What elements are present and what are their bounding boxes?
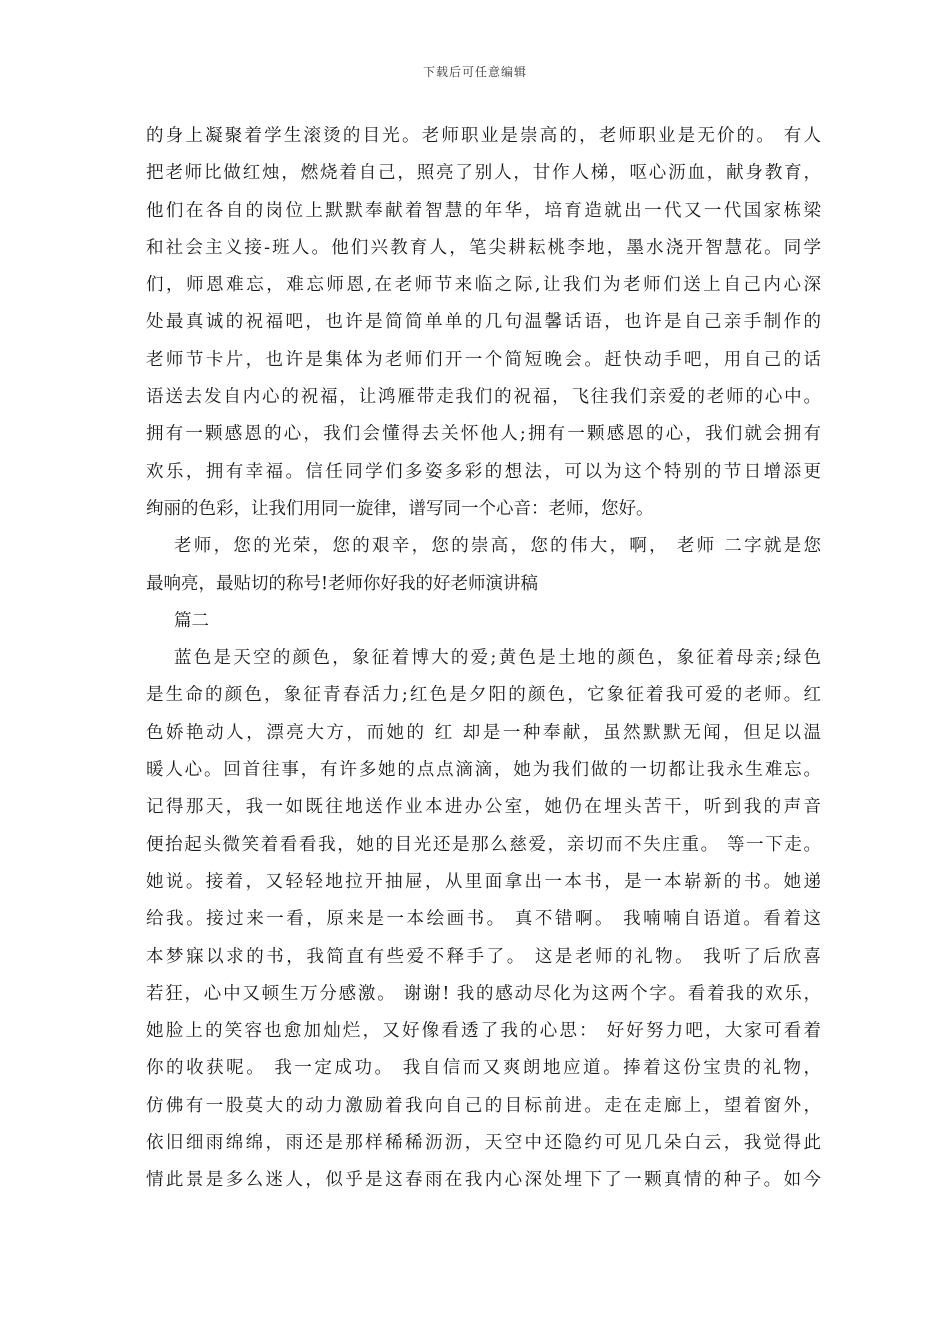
text-line: 她脸上的笑容也愈加灿烂，又好像看透了我的心思： 好好努力吧，大家可看着	[146, 1021, 821, 1042]
text-line: 处最真诚的祝福吧，也许是简简单单的几句温馨话语，也许是自己亲手制作的	[146, 312, 821, 333]
text-line: 蓝色是天空的颜色，象征着博大的爱;黄色是土地的颜色，象征着母亲;绿色	[174, 648, 821, 669]
text-line: 是生命的颜色，象征青春活力;红色是夕阳的颜色，它象征着我可爱的老师。红	[146, 685, 821, 706]
text-line: 仿佛有一股莫大的动力激励着我向自己的目标前进。走在走廊上，望着窗外，	[146, 1095, 821, 1116]
text-line: 语送去发自内心的祝福，让鸿雁带走我们的祝福，飞往我们亲爱的老师的心中。	[146, 387, 821, 408]
text-line: 绚丽的色彩，让我们用同一旋律，谱写同一个心音：老师，您好。	[146, 498, 654, 519]
document-body	[146, 118, 821, 1200]
text-line: 你的收获呢。 我一定成功。 我自信而又爽朗地应道。捧着这份宝贵的礼物，	[146, 1058, 821, 1079]
text-line: 依旧细雨绵绵，雨还是那样稀稀沥沥，天空中还隐约可见几朵白云，我觉得此	[146, 1133, 821, 1154]
text-line: 篇二	[174, 610, 209, 631]
text-line: 们，师恩难忘，难忘师恩,在老师节来临之际,让我们为老师们送上自己内心深	[146, 275, 821, 296]
text-line: 的身上凝聚着学生滚烫的目光。老师职业是崇高的，老师职业是无价的。 有人	[146, 126, 821, 146]
text-line: 若狂，心中又顿生万分感激。 谢谢! 我的感动尽化为这两个字。看着我的欢乐，	[146, 983, 821, 1004]
page-header: 下载后可任意编辑	[422, 65, 527, 79]
text-line: 情此景是多么迷人，似乎是这春雨在我内心深处埋下了一颗真情的种子。如今	[146, 1170, 821, 1191]
text-line: 老师，您的光荣，您的艰辛，您的崇高，您的伟大，啊， 老师 二字就是您	[174, 536, 821, 557]
text-line: 最响亮，最贴切的称号!老师你好我的好老师演讲稿	[146, 573, 539, 594]
text-line: 给我。接过来一看，原来是一本绘画书。 真不错啊。 我喃喃自语道。看着这	[146, 909, 821, 930]
text-line: 他们在各自的岗位上默默奉献着智慧的年华，培育造就出一代又一代国家栋梁	[146, 200, 821, 221]
text-line: 本梦寐以求的书，我简直有些爱不释手了。 这是老师的礼物。 我听了后欣喜	[146, 946, 821, 967]
text-line: 老师节卡片，也许是集体为老师们开一个简短晚会。赶快动手吧，用自己的话	[146, 349, 821, 370]
text-line: 记得那天，我一如既往地送作业本进办公室，她仍在埋头苦干，听到我的声音	[146, 797, 821, 818]
text-line: 拥有一颗感恩的心，我们会懂得去关怀他人;拥有一颗感恩的心，我们就会拥有	[146, 424, 821, 445]
text-line: 和社会主义接-班人。他们兴教育人，笔尖耕耘桃李地，墨水浇开智慧花。同学	[146, 237, 821, 258]
text-line: 把老师比做红烛，燃烧着自己，照亮了别人，甘作人梯，呕心沥血，献身教育，	[146, 163, 821, 184]
text-line: 欢乐，拥有幸福。信任同学们多姿多彩的想法，可以为这个特别的节日增添更	[146, 461, 821, 482]
text-line: 便抬起头微笑着看看我，她的目光还是那么慈爱，亲切而不失庄重。 等一下走。	[146, 834, 821, 855]
text-line: 色娇艳动人，漂亮大方，而她的 红 却是一种奉献，虽然默默无闻，但足以温	[146, 722, 821, 743]
text-line: 暖人心。回首往事，有许多她的点点滴滴，她为我们做的一切都让我永生难忘。	[146, 760, 821, 781]
text-line: 她说。接着，又轻轻地拉开抽屉，从里面拿出一本书，是一本崭新的书。她递	[146, 871, 821, 892]
